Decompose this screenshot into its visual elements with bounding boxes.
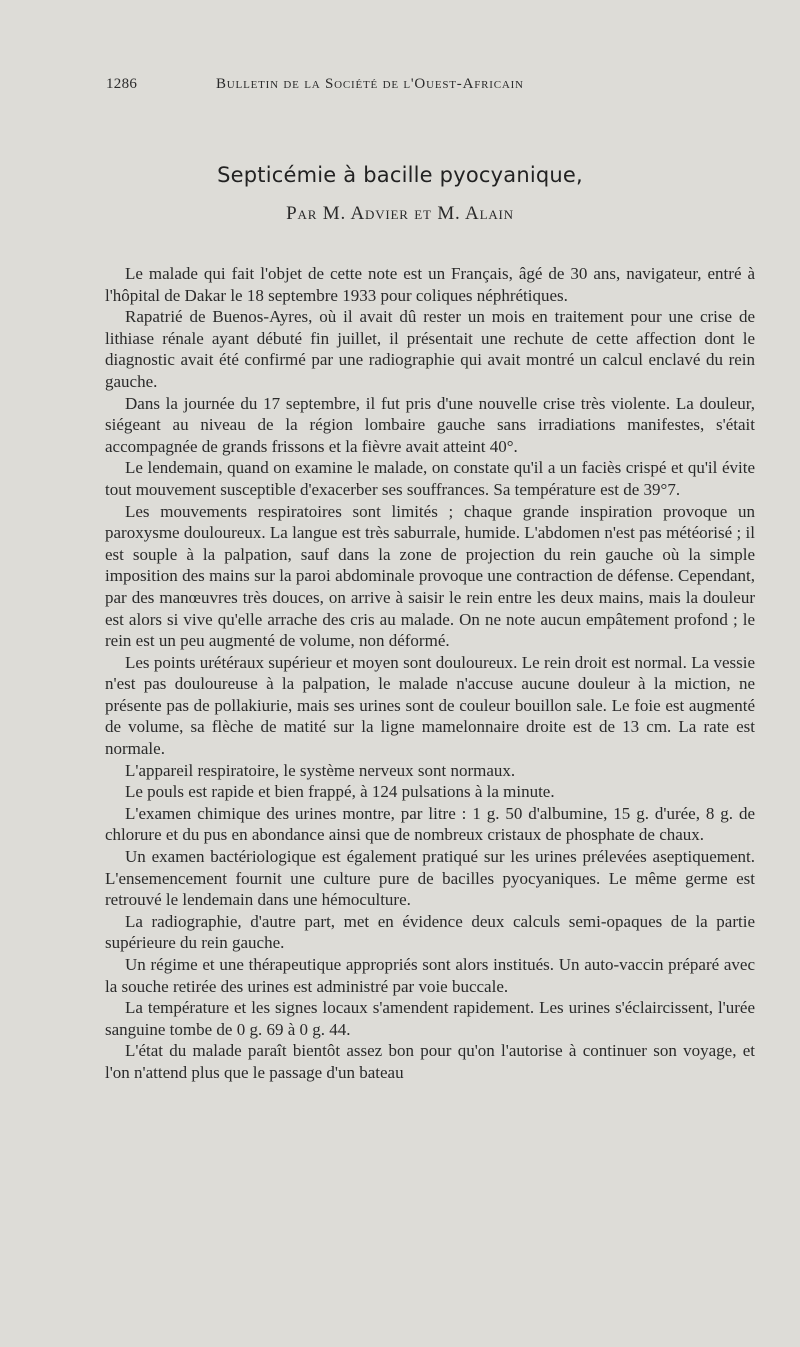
paragraph: La radiographie, d'autre part, met en évidence deux calculs semi-opaques de la partie supérieure du rein gauche. xyxy=(105,911,755,953)
paragraph: Le lendemain, quand on examine le malade, on constate qu'il a un faciès crispé et qu'il évite tout mouvement susceptible d'exacerber ses souffrances. Sa température est de 39°7. xyxy=(105,458,755,499)
paragraph: Dans la journée du 17 septembre, il fut pris d'une nouvelle crise très violente. La douleur, siégeant au niveau de la région lombaire gauche sans irradiations manifestes, s'était accompagnée de grands frissons et la fièvre avait atteint 40°. xyxy=(105,393,755,456)
paragraph: L'appareil respiratoire, le système nerveux sont normaux. xyxy=(125,760,516,780)
paragraph: Le pouls est rapide et bien frappé, à 124 pulsations à la minute. xyxy=(125,782,555,802)
paragraph: Un examen bactériologique est également pratiqué sur les urines prélevées aseptiquement. L'ensemencement fournit une culture pure de bacilles pyocyaniques. Le même germe est retrouvé le lendemain dans une hémoculture. xyxy=(105,847,755,910)
page-header xyxy=(106,76,756,100)
page-number: 1286 xyxy=(106,76,138,92)
paragraph: Un régime et une thérapeutique appropriés sont alors institués. Un auto-vaccin préparé avec la souche retirée des urines est administré par voie buccale. xyxy=(105,955,755,996)
paragraph: Les points urétéraux supérieur et moyen sont douloureux. Le rein droit est normal. La vessie n'est pas douloureuse à la palpation, le malade n'accuse aucune douleur à la miction, ne présente pas de pollakiurie, mais ses urines sont de couleur bouillon sale. Le foie est augmenté de volume, sa flèche de matité sur la ligne mamelonnaire droite est de 13 cm. La rate est normale. xyxy=(105,652,755,759)
running-head: Bulletin de la Société de l'Ouest-Africain xyxy=(216,76,524,92)
paragraph: L'examen chimique des urines montre, par litre : 1 g. 50 d'albumine, 15 g. d'urée, 8 g. de chlorure et du pus en abondance ainsi que de nombreux cristaux de phosphate de chaux. xyxy=(105,803,755,845)
article-byline: Par M. Advier et M. Alain xyxy=(286,203,514,224)
article-title: Septicémie à bacille pyocyanique, xyxy=(217,163,583,187)
paragraph: La température et les signes locaux s'amendent rapidement. Les urines s'éclaircissent, l'urée sanguine tombe de 0 g. 69 à 0 g. 44. xyxy=(105,998,755,1039)
paragraph: L'état du malade paraît bientôt assez bon pour qu'on l'autorise à continuer son voyage, et l'on n'attend plus que le passage d'un bateau xyxy=(105,1041,755,1082)
paragraph: Le malade qui fait l'objet de cette note est un Français, âgé de 30 ans, navigateur, entré à l'hôpital de Dakar le 18 septembre 1933 pour coliques néphrétiques. xyxy=(105,264,755,305)
paragraph: Les mouvements respiratoires sont limités ; chaque grande inspiration provoque un paroxysme douloureux. La langue est très saburrale, humide. L'abdomen n'est pas météorisé ; il est souple à la palpation, sauf dans la zone de projection du rein gauche où la simple imposition des mains sur la paroi abdominale provoque une contraction de défense. Cependant, par des manœuvres très douces, on arrive à saisir le rein entre les deux mains, mais la douleur est alors si vive qu'elle arrache des cris au malade. On ne note aucun empâtement profond ; le rein est un peu augmenté de volume, non déformé. xyxy=(105,501,755,651)
paragraph: Rapatrié de Buenos-Ayres, où il avait dû rester un mois en traitement pour une crise de lithiase rénale ayant débuté fin juillet, il présentait une rechute de cette affection dont le diagnostic avait été confirmé par une radiographie qui avait montré un calcul enclavé du rein gauche. xyxy=(105,307,755,391)
article-body xyxy=(105,263,755,1084)
